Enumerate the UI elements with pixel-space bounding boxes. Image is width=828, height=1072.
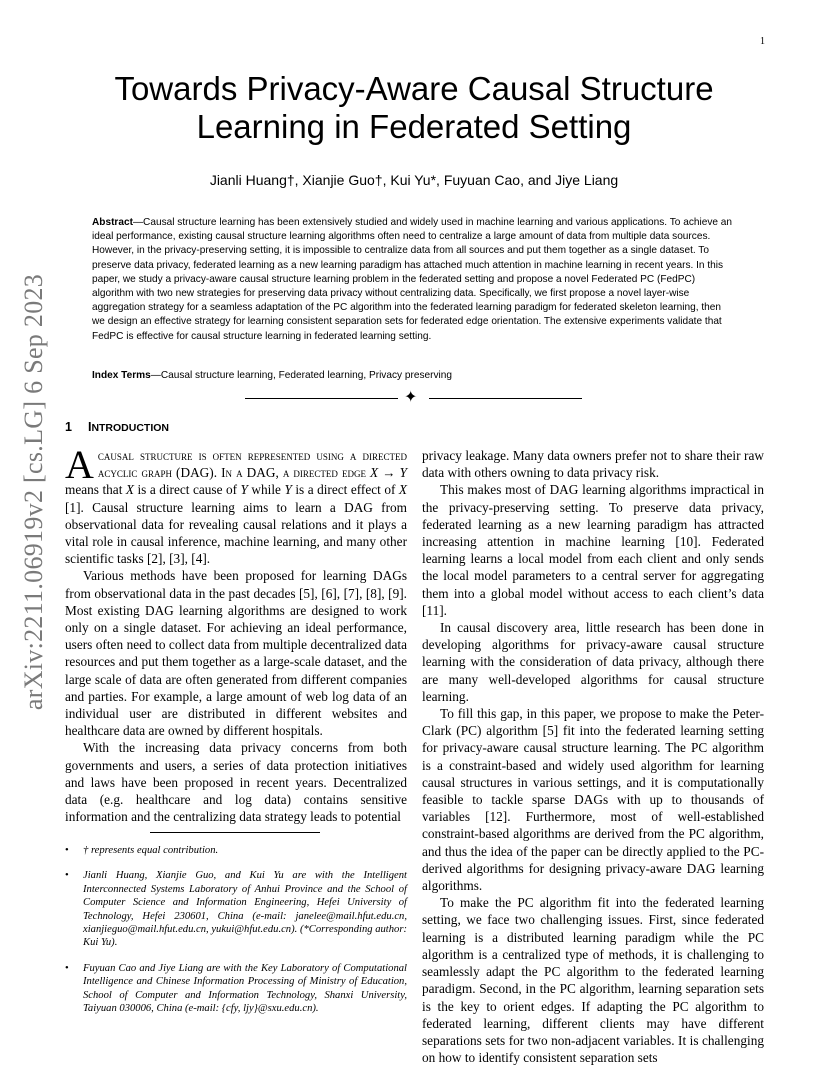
dropcap-letter: A (65, 442, 94, 487)
right-paragraph-1: privacy leakage. Many data owners prefer not to share their raw data with others owning to data privacy risk. (422, 448, 764, 481)
right-text-column (422, 447, 764, 1066)
paper-title-line-1: Towards Privacy-Aware Causal Structure (114, 70, 714, 107)
section-title-smallcaps: NTRODUCTION (91, 422, 170, 434)
author-list: Jianli Huang†, Xianjie Guo†, Kui Yu*, Fuyuan Cao, and Jiye Liang (209, 172, 619, 188)
left-paragraph-1-mid-4: is a direct effect of (291, 482, 399, 498)
section-title (88, 420, 169, 434)
section-title-initial: I (87, 420, 92, 434)
abstract-label: Abstract (92, 217, 133, 228)
footnote-text: Jianli Huang, Xianjie Guo, and Kui Yu are with the Intelligent Interconnected Systems Laboratory of Anhui Province and the School of Computer Science and Information Engineering, Hefei University of Technology, Hefei 230601, China (e-mail: janelee@mail.hfut.edu.cn, xianjieguo@mail.hfut.edu.cn, yukui@hfut.edu.cn). (*Corresponding author: Kui Yu). (83, 870, 407, 949)
index-terms (92, 370, 736, 381)
left-paragraph-3: With the increasing data privacy concerns from both governments and users, a series of data protection initiatives and laws have been proposed in recent years. Decentralized data (e.g. healthcare and log data) contains sensitive information and the centralizing data strategy leads to potential (65, 740, 407, 825)
left-paragraph-2: Various methods have been proposed for learning DAGs from observational data in the past decades [5], [6], [7], [8], [9]. Most existing DAG learning algorithms are designed to work only on a single dataset. For achieving an ideal performance, users often need to collect data from multiple decentralized data resources and put them together as a large-scale dataset, and the large scale of data are often generated from different companies and parties. For example, a large amount of web log data of an individual user are distributed in different websites and healthcare data are owned by different hospitals. (65, 568, 407, 739)
right-paragraph-4: To fill this gap, in this paper, we propose to make the Peter-Clark (PC) algorithm [5] fit into the federated learning setting for privacy-aware causal structure learning. The PC algorithm is a constraint-based and widely used algorithm for learning causal structures in various settings, and it is computationally feasible to tackle sparse DAGs with up to thousands of variables [12]. Furthermore, most of well-established constraint-based algorithms are derived from the PC algorithm, and thus the idea of the paper can be directly applied to the PC-derived algorithms for designing privacy-aware DAG learning algorithms. (422, 706, 764, 894)
left-paragraph-1-mid-2: is a direct cause of (134, 482, 241, 498)
right-paragraph-5: To make the PC algorithm fit into the federated learning setting, we face two challenging issues. First, since federated learning is a distributed learning paradigm while the PC algorithm is a centralized type of methods, it is challenging to seamlessly adapt the PC algorithm to the federated learning paradigm. Second, in the PC algorithm, learning separation sets is the key to orient edges. If adapting the PC algorithm to federated learning, different clients may have different separations sets for two non-adjacent variables. It is challenging on how to identify consistent separation sets (422, 895, 764, 1066)
right-paragraph-3: In causal discovery area, little research has been done in developing algorithms for privacy-aware causal structure learning with the consideration of data privacy, although there are many well-developed algorithms for causal structure learning. (422, 620, 764, 704)
separator-rule-left (245, 398, 398, 399)
bullet-icon: • (65, 870, 69, 882)
left-text-column (65, 442, 407, 825)
footnote-affiliation-sxu (65, 962, 407, 1016)
page-number: 1 (760, 36, 765, 47)
footnote-text: Fuyuan Cao and Jiye Liang are with the Key Laboratory of Computational Intelligence and Chinese Information Processing of Ministry of Education, School of Computer and Information Technology, Shanxi University, Taiyuan 030006, China (e-mail: {cfy, ljy}@sxu.edu.cn). (83, 962, 407, 1015)
index-terms-text: —Causal structure learning, Federated learning, Privacy preserving (150, 370, 452, 381)
arxiv-identifier-text: arXiv:2211.06919v2 [cs.LG] 6 Sep 2023 (19, 273, 49, 711)
paper-title (90, 70, 738, 146)
bullet-icon: • (65, 962, 69, 974)
math-variable-x: X (125, 482, 134, 498)
section-number: 1 (65, 420, 72, 434)
separator-rule-right (429, 398, 582, 399)
section-heading-introduction (65, 420, 169, 434)
footnote-affiliation-hfut (65, 869, 407, 949)
math-edge-x-to-y: X → Y (370, 465, 407, 481)
separator-diamond-icon: ✦ (404, 389, 418, 406)
left-paragraph-1-lead: causal structure is often represented using a directed acyclic graph (DAG). In a DAG, a directed edge (97, 448, 407, 481)
footnote-rule (150, 832, 320, 833)
math-variable-x-2: X (398, 482, 407, 498)
left-paragraph-1-mid-3: while (247, 482, 285, 498)
bullet-icon: • (65, 845, 69, 856)
math-variable-y: Y (240, 482, 248, 498)
index-terms-label: Index Terms (92, 370, 151, 381)
footnote-text: † represents equal contribution. (83, 845, 219, 856)
paper-title-line-2: Learning in Federated Setting (196, 108, 632, 145)
arxiv-identifier-stamp (14, 273, 54, 711)
left-paragraph-1-mid-1: means that (65, 482, 126, 498)
footnotes (65, 844, 407, 1027)
left-paragraph-1-rest: [1]. Causal structure learning aims to learn a DAG from observational data for revealing causal relations and it plays a vital role in causal inference, machine learning, and many other scientific tasks [2], [3], [4]. (65, 499, 407, 567)
abstract-text: —Causal structure learning has been extensively studied and widely used in machine learning and various applications. To achieve an ideal performance, existing causal structure learning algorithms often need to centralize a large amount of data from multiple data sources. However, in the privacy-preserving setting, it is impossible to centralize data from all sources and put them together as a single dataset. To preserve data privacy, federated learning as a new learning paradigm has attached much attention in machine learning in recent years. In this paper, we study a privacy-aware causal structure learning problem in the federated setting and propose a novel Federated PC (FedPC) algorithm with two new strategies for preserving data privacy without centralizing data. Specifically, we first propose a novel layer-wise aggregation strategy for a seamless adaptation of the PC algorithm into the federated learning paradigm for federated skeleton learning, then we design an effective strategy for learning consistent separation sets for federated edge orientation. The extensive experiments validate that FedPC is effective for causal structure learning in federated learning setting. (92, 217, 733, 342)
right-paragraph-2: This makes most of DAG learning algorithms impractical in the privacy-preserving setting. To preserve data privacy, federated learning as a new learning paradigm has attracted increasing attention in machine learning [10]. Federated learning learns a local model from each client and only sends the local model parameters to a central server for aggregating them into a global model without access to each client’s data [11]. (422, 482, 764, 618)
math-variable-y-2: Y (284, 482, 292, 498)
abstract (92, 216, 736, 344)
footnote-equal-contribution (65, 844, 407, 857)
left-paragraph-1 (65, 442, 407, 567)
